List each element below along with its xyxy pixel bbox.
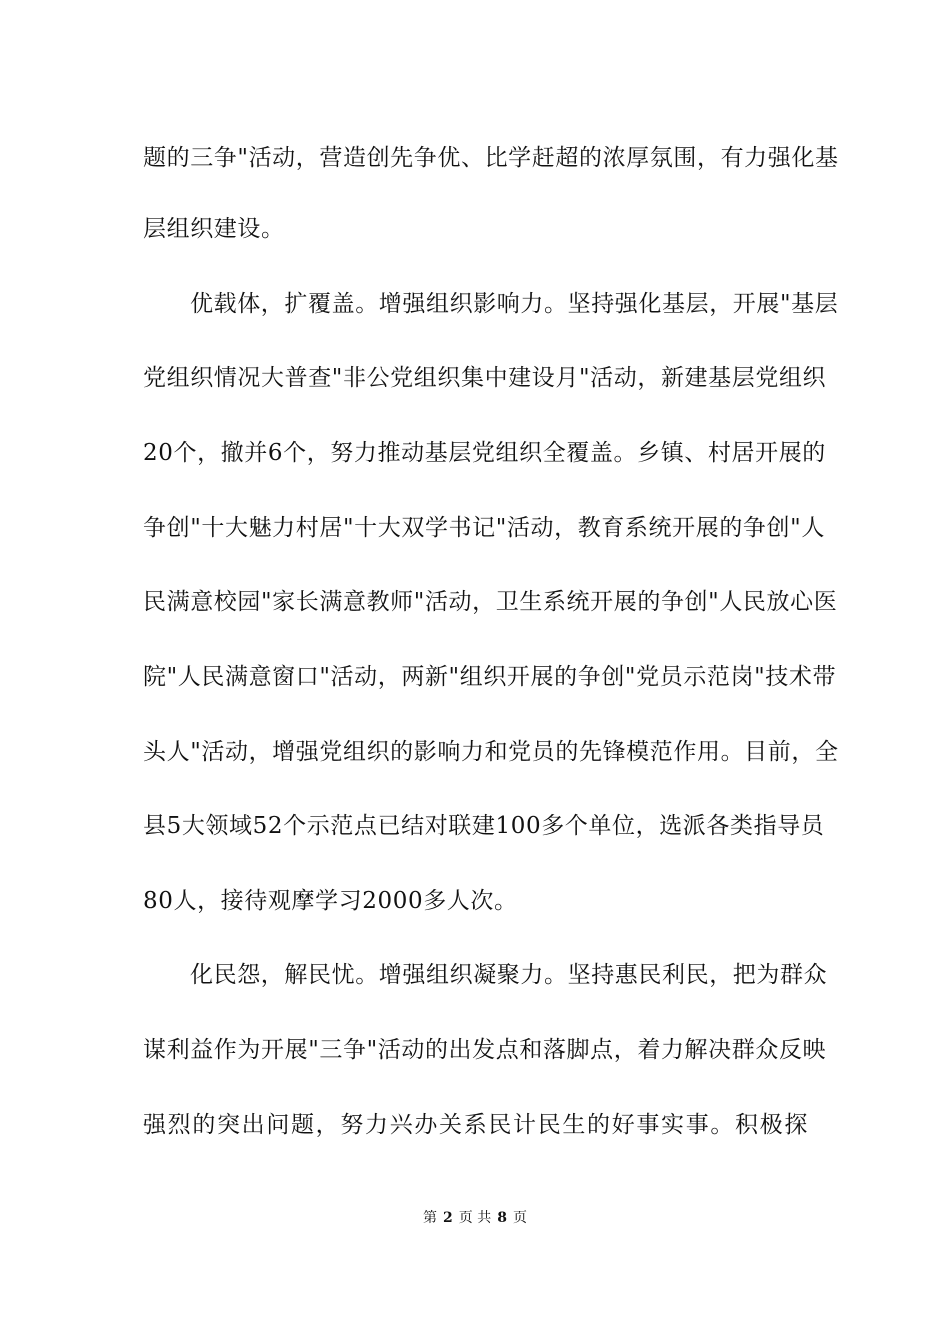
text-line: 党组织情况大普查"非公党组织集中建设月"活动，新建基层党组织 bbox=[143, 365, 827, 391]
paragraph-start-line: 化民怨，解民忧。增强组织凝聚力。坚持惠民利民，把为群众 bbox=[190, 962, 828, 988]
current-page-number: 2 bbox=[443, 1210, 453, 1226]
footer-suffix: 页 bbox=[512, 1210, 527, 1226]
total-page-number: 8 bbox=[497, 1210, 507, 1226]
text-line: 强烈的突出问题，努力兴办关系民计民生的好事实事。积极探 bbox=[143, 1112, 808, 1138]
text-line: 80人，接待观摩学习2000多人次。 bbox=[143, 888, 518, 914]
text-line: 头人"活动，增强党组织的影响力和党员的先锋模范作用。目前，全 bbox=[143, 739, 839, 765]
text-line: 层组织建设。 bbox=[143, 216, 285, 242]
footer-middle: 页 共 bbox=[458, 1210, 492, 1226]
text-line: 民满意校园"家长满意教师"活动，卫生系统开展的争创"人民放心医 bbox=[143, 589, 838, 615]
page-footer bbox=[0, 1208, 950, 1228]
text-line: 20个，撤并6个，努力推动基层党组织全覆盖。乡镇、村居开展的 bbox=[143, 440, 826, 466]
text-line: 院"人民满意窗口"活动，两新"组织开展的争创"党员示范岗"技术带 bbox=[143, 664, 837, 690]
footer-prefix: 第 bbox=[423, 1210, 438, 1226]
text-line: 县5大领域52个示范点已结对联建100多个单位，选派各类指导员 bbox=[143, 813, 825, 839]
text-line: 争创"十大魅力村居"十大双学书记"活动，教育系统开展的争创"人 bbox=[143, 515, 825, 541]
paragraph-start-line: 优载体，扩覆盖。增强组织影响力。坚持强化基层，开展"基层 bbox=[190, 291, 839, 317]
text-line: 题的三争"活动，营造创先争优、比学赶超的浓厚氛围，有力强化基 bbox=[143, 145, 839, 171]
text-line: 谋利益作为开展"三争"活动的出发点和落脚点，着力解决群众反映 bbox=[143, 1037, 827, 1063]
